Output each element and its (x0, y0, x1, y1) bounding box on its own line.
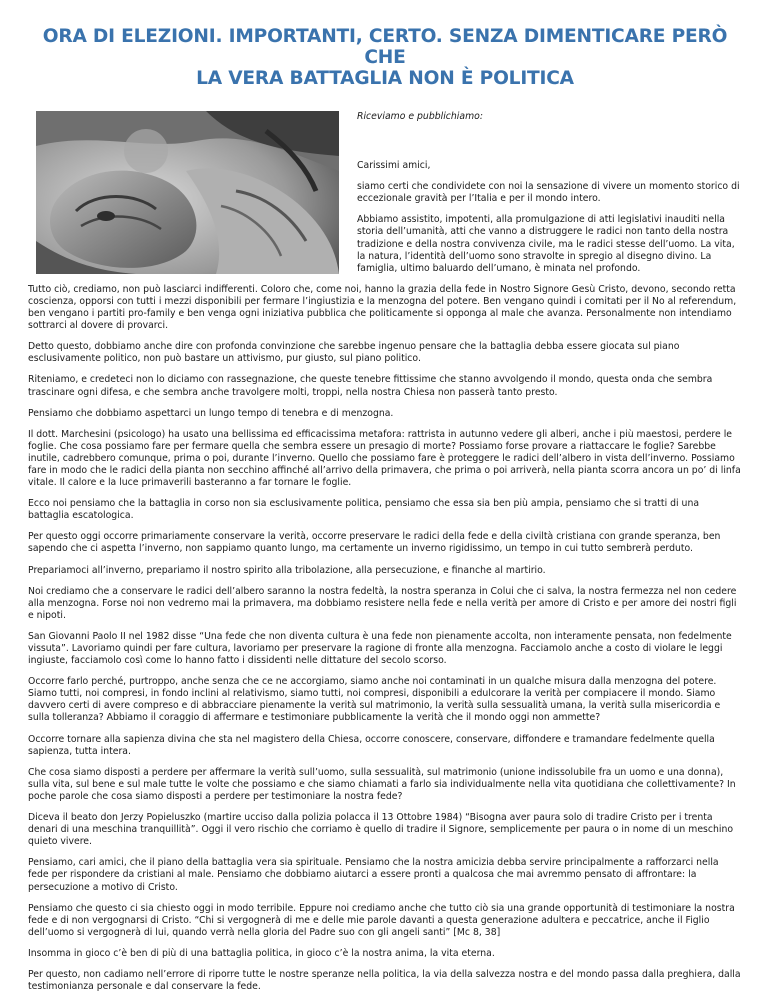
paragraph: San Giovanni Paolo II nel 1982 disse “Una fede che non diventa cultura è una fede non pienamente accolta, non interamente pensata, non fedelmente vissuta”. Lavoriamo quindi per fare cultura, lavoriamo per preservare la ragione di fronte alla menzogna. Facciamolo anche a costo di violare le leggi ingiuste, facciamolo così come lo hanno fatto i dissidenti nelle dittature del secolo scorso. (28, 630, 732, 667)
intro-text: Riceviamo e pubblichiamo: (357, 111, 483, 122)
paragraph: Per questo, non cadiamo nell’errore di riporre tutte le nostre speranze nella politica, la via della salvezza nostra e del mondo passa dalla preghiera, dalla testimonianza personale e dal conservare la fede. (28, 968, 741, 993)
stone-sculpture-photo (36, 111, 339, 274)
paragraph: Occorre tornare alla sapienza divina che sta nel magistero della Chiesa, occorre conoscere, conservare, diffondere e tramandare fedelmente quella sapienza, tutta intera. (28, 733, 715, 757)
paragraph: Che cosa siamo disposti a perdere per affermare la verità sull’uomo, sulla sessualità, sul matrimonio (unione indissolubile fra un uomo e una donna), sulla vita, sul bene e sul male tutte le volte che possiamo e che siamo chiamati a farlo sia individualmente nella vita quotidiana che collettivamente? In poche parole che cosa siamo disposti a perdere per testimoniare la nostra fede? (28, 766, 736, 802)
article-body (28, 111, 742, 993)
paragraph: Detto questo, dobbiamo anche dire con profonda convinzione che sarebbe ingenuo pensare che la battaglia debba essere giocata sul piano esclusivamente politico, non può bastare un attivismo, pur giusto, sul piano politico. (28, 341, 680, 365)
paragraph: Occorre farlo perché, purtroppo, anche senza che ce ne accorgiamo, siamo anche noi contaminati in un qualche misura dalla menzogna del potere. Siamo tutti, noi compresi, in fondo inclini al relativismo, siamo tutti, noi compresi, disponibili a edulcorare la verità per compiacere il mondo. Siamo davvero certi di avere compreso e di abbracciare pienamente la verità sul matrimonio, la verità sulla sessualità umana, la verità sulla misericordia e sulla tolleranza? Abbiamo il coraggio di affermare e testimoniare pubblicamente la verità che il mondo oggi non ammette? (28, 676, 721, 724)
article-title-line-2: LA VERA BATTAGLIA NON È POLITICA (196, 68, 574, 89)
article-title (28, 0, 742, 89)
paragraph: Pensiamo, cari amici, che il piano della battaglia vera sia spirituale. Pensiamo che la nostra amicizia debba servire principalmente a rafforzarci nella fede per rispondere da cristiani al male. Pensiamo che dobbiamo aiutarci a essere pronti a qualcosa che mai avremmo pensato di affrontare: la persecuzione a motivo di Cristo. (28, 857, 719, 893)
paragraph: Abbiamo assistito, impotenti, alla promulgazione di atti legislativi inauditi nella storia dell’umanità, atti che vanno a distruggere le radici non tanto della nostra tradizione e della nostra convivenza civile, ma le radici stesse dell’uomo. La vita, la natura, l’identità dell’uomo sono stravolte in spregio al disegno divino. La famiglia, ultimo baluardo dell’umano, è minata nel profondo. (357, 214, 735, 274)
paragraph: Per questo oggi occorre primariamente conservare la verità, occorre preservare le radici della fede e della civiltà cristiana con grande speranza, ben sapendo che ci aspetta l’inverno, non sappiamo quanto lungo, ma certamente un inverno rigidissimo, un tempo in cui tutto sembrerà perduto. (28, 531, 721, 555)
paragraph: Il dott. Marchesini (psicologo) ha usato una bellissima ed efficacissima metafora: rattrista in autunno vedere gli alberi, anche i più maestosi, perdere le foglie. Che cosa possiamo fare per fermare quella che sembra essere un presagio di morte? Possiamo forse provare a riattaccare le foglie? Sarebbe inutile, cadrebbero comunque, prima o poi, durante l’inverno. Quello che possiamo fare è proteggere le radici dell’albero in vista dell’inverno. Possiamo fare in modo che le radici della pianta non secchino affinché all’arrivo della primavera, che prima o poi arriverà, nella pianta scorra ancora un po’ di linfa vitale. Il calore e la luce primaverili basteranno a far tornare le foglie. (28, 428, 741, 489)
paragraph: Noi crediamo che a conservare le radici dell’albero saranno la nostra fedeltà, la nostra speranza in Colui che ci salva, la nostra fermezza nel non cedere alla menzogna. Forse noi non vedremo mai la primavera, ma dobbiamo resistere nella fede e nella verità per amore di Cristo e per amore dei nostri figli e nipoti. (28, 585, 737, 621)
paragraph: Tutto ciò, crediamo, non può lasciarci indifferenti. Coloro che, come noi, hanno la grazia della fede in Nostro Signore Gesù Cristo, devono, secondo retta coscienza, opporsi con tutti i mezzi disponibili per fermare l’ingiustizia e la menzogna del potere. Ben vengano quindi i comitati per il No al referendum, ben vengano i partiti pro-family e ben venga ogni iniziativa pubblica che politicamente si opponga al male che avanza. Personalmente non intendiamo sottrarci al dovere di provarci. (28, 283, 737, 332)
article-title-line-1: ORA DI ELEZIONI. IMPORTANTI, CERTO. SENZA DIMENTICARE PERÒ CHE (42, 26, 728, 68)
paragraph: Pensiamo che questo ci sia chiesto oggi in modo terribile. Eppure noi crediamo anche che tutto ciò sia una grande opportunità di testimoniare la nostra fede e di non vergognarsi di Cristo. “Chi si vergognerà di me e delle mie parole davanti a questa generazione adultera e peccatrice, anche il Figlio dell’uomo si vergognerà di lui, quando verrà nella gloria del Padre suo con gli angeli santi” [Mc 8, 38] (28, 902, 735, 938)
paragraph: Insomma in gioco c’è ben di più di una battaglia politica, in gioco c’è la nostra anima, la vita eterna. (28, 947, 495, 959)
paragraph: Riteniamo, e credeteci non lo diciamo con rassegnazione, che queste tenebre fittissime che stanno avvolgendo il mondo, questa onda che sembra trascinare ogni difesa, e che sembra anche travolgere molti, troppi, nella nostra Chiesa non passerà tanto presto. (28, 374, 713, 398)
paragraph: siamo certi che condividete con noi la sensazione di vivere un momento storico di eccezionale gravità per l’Italia e per il mondo intero. (357, 181, 740, 205)
paragraph: Ecco noi pensiamo che la battaglia in corso non sia esclusivamente politica, pensiamo che essa sia ben più ampia, pensiamo che si tratti di una battaglia escatologica. (28, 498, 700, 522)
paragraph: Pensiamo che dobbiamo aspettarci un lungo tempo di tenebra e di menzogna. (28, 407, 394, 419)
paragraph: Diceva il beato don Jerzy Popieluszko (martire ucciso dalla polizia polacca il 13 Ottobre 1984) “Bisogna aver paura solo di tradire Cristo per i trenta denari di una meschina tranquillità”. Oggi il vero rischio che corriamo è quello di tradire il Signore, semplicemente per paura o in nome di un meschino quieto vivere. (28, 812, 734, 848)
salutation: Carissimi amici, (357, 160, 431, 172)
paragraph: Prepariamoci all’inverno, prepariamo il nostro spirito alla tribolazione, alla persecuzione, e finanche al martirio. (28, 564, 546, 576)
